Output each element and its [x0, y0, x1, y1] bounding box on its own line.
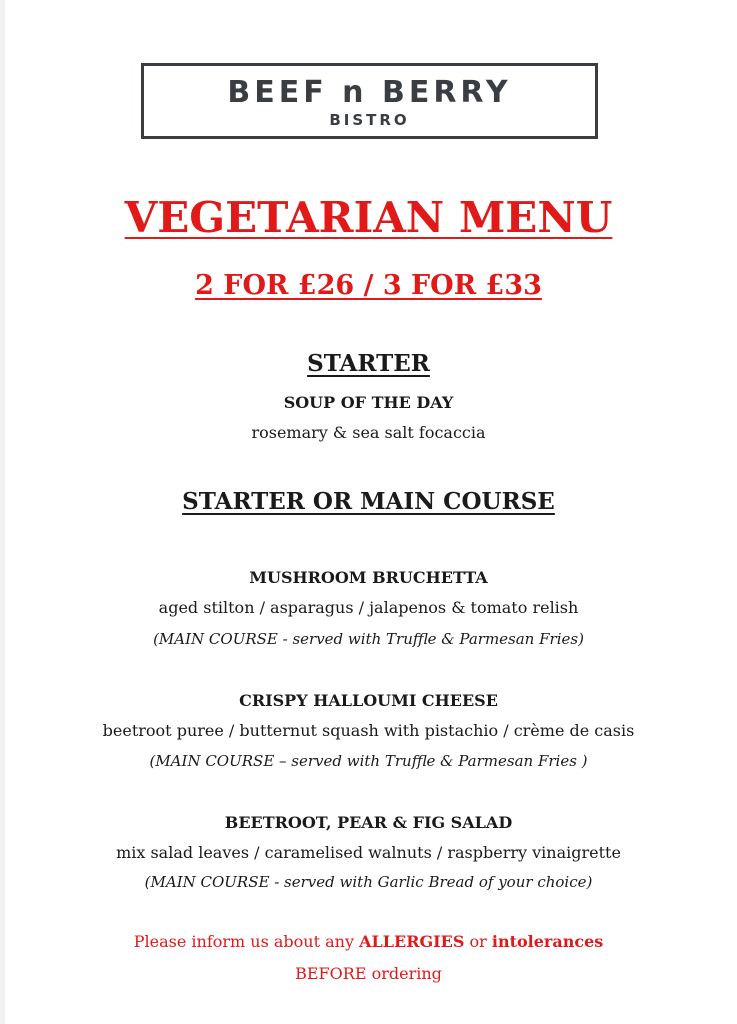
dish-note-salad: (MAIN COURSE - served with Garlic Bread of your choice)	[144, 873, 593, 891]
logo-subtitle: BISTRO	[329, 111, 410, 129]
dish-desc-mushroom: aged stilton / asparagus / jalapenos & tomato relish	[158, 598, 579, 617]
starter-or-main-heading: STARTER OR MAIN COURSE	[182, 488, 555, 515]
dish-desc-soup: rosemary & sea salt focaccia	[251, 423, 486, 442]
starter-heading: STARTER	[307, 350, 430, 377]
dish-name-soup: SOUP OF THE DAY	[283, 393, 454, 412]
allergy-text-1: Please inform us about any	[133, 932, 360, 951]
menu-title: VEGETARIAN MENU	[124, 193, 613, 242]
dish-note-mushroom: (MAIN COURSE - served with Truffle & Parmesan Fries)	[153, 630, 584, 648]
menu-price: 2 FOR £26 / 3 FOR £33	[195, 270, 542, 301]
dish-desc-salad: mix salad leaves / caramelised walnuts / raspberry vinaigrette	[116, 843, 621, 862]
dish-name-halloumi: CRISPY HALLOUMI CHEESE	[239, 691, 498, 710]
logo	[141, 63, 598, 139]
allergy-text-2: or	[464, 932, 492, 951]
allergy-notice-line1	[0, 932, 737, 951]
dish-name-mushroom: MUSHROOM BRUCHETTA	[249, 568, 488, 587]
dish-note-halloumi: (MAIN COURSE – served with Truffle & Parmesan Fries )	[149, 752, 588, 770]
allergy-highlight-allergies: ALLERGIES	[359, 932, 465, 951]
allergy-highlight-intolerances: intolerances	[491, 932, 604, 951]
dish-desc-halloumi: beetroot puree / butternut squash with pistachio / crème de casis	[102, 721, 635, 740]
allergy-notice-line2: BEFORE ordering	[295, 964, 442, 983]
logo-brand: BEEF n BERRY	[227, 75, 512, 110]
dish-name-salad: BEETROOT, PEAR & FIG SALAD	[224, 813, 513, 832]
